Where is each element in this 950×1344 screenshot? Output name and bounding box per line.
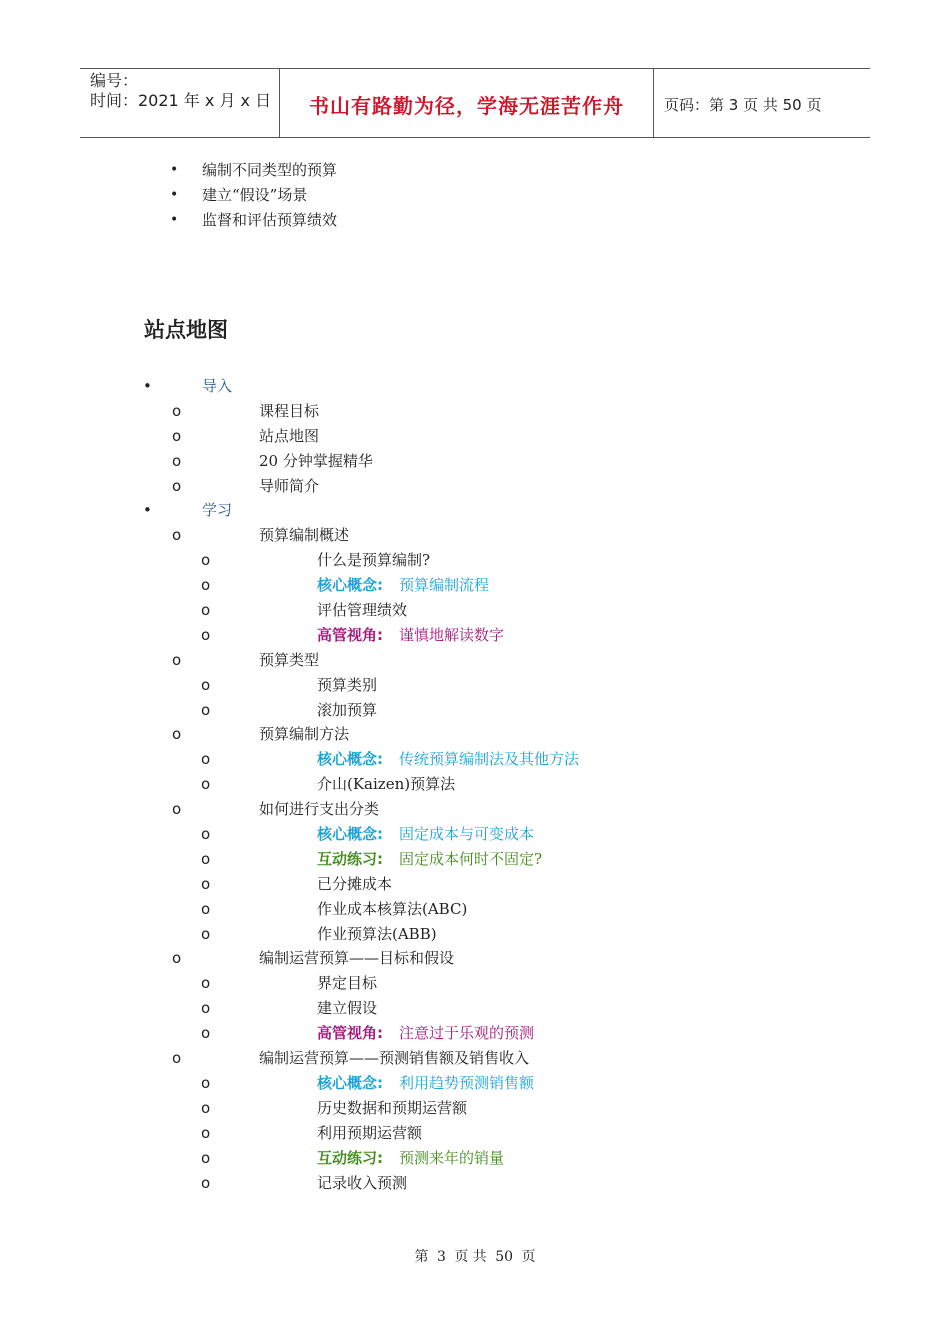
outline-item — [0, 424, 950, 449]
sub-bullet-icon: o — [172, 1049, 182, 1068]
outline-item-label: 已分摊成本 — [317, 874, 393, 893]
sub-bullet-icon: o — [201, 999, 211, 1018]
header-motto: 书山有路勤为径，学海无涯苦作舟 — [280, 69, 654, 137]
outline-item-tag: 互动练习: — [317, 849, 383, 868]
outline-item — [0, 698, 950, 723]
sub-bullet-icon: o — [201, 601, 211, 620]
number-label: 编号： — [90, 71, 139, 90]
outline-item-label: 固定成本与可变成本 — [399, 825, 535, 844]
outline-item — [0, 797, 950, 822]
sub-bullet-icon: o — [201, 1123, 211, 1142]
list-item: • 建立“假设”场景 — [170, 183, 337, 208]
sub-bullet-icon: o — [201, 825, 211, 844]
outline-item-label: 预算编制概述 — [259, 526, 350, 545]
outline-item-label: 学习 — [202, 501, 233, 520]
outline-item — [0, 1021, 950, 1046]
sub-bullet-icon: o — [201, 974, 211, 993]
bullet-icon: • — [143, 377, 152, 395]
sub-bullet-icon: o — [201, 1098, 211, 1117]
outline-item — [0, 996, 950, 1021]
outline-item-label: 作业成本核算法(ABC) — [317, 899, 468, 918]
outline-item-label: 滚加预算 — [317, 700, 378, 719]
header-page-label: 页码：第 3 页 共 50 页 — [664, 95, 822, 114]
outline-item-label: 传统预算编制法及其他方法 — [399, 750, 580, 769]
outline-item — [0, 598, 950, 623]
outline-item-label: 预算类型 — [259, 650, 320, 669]
sub-bullet-icon: o — [172, 401, 182, 420]
outline-item — [0, 523, 950, 548]
outline-item-label: 利用趋势预测销售额 — [399, 1073, 535, 1092]
sub-bullet-icon: o — [201, 849, 211, 868]
outline-item-label: 预算类别 — [317, 675, 378, 694]
outline-item-label: 注意过于乐观的预测 — [399, 1024, 535, 1043]
sub-bullet-icon: o — [201, 625, 211, 644]
bullet-icon: • — [170, 212, 179, 228]
page-footer: 第 3 页 共 50 页 — [414, 1249, 536, 1265]
outline-item — [0, 648, 950, 673]
outline-item — [0, 747, 950, 772]
outline-item — [0, 449, 950, 474]
outline-item-label: 预测来年的销量 — [399, 1148, 505, 1167]
sub-bullet-icon: o — [172, 949, 182, 968]
footer-total-pages: 50 — [495, 1249, 514, 1265]
outline-item-label: 课程目标 — [259, 401, 320, 420]
outline-item — [0, 399, 950, 424]
outline-item — [0, 1121, 950, 1146]
sub-bullet-icon: o — [172, 476, 182, 495]
outline-item — [0, 971, 950, 996]
sub-bullet-icon: o — [201, 775, 211, 794]
outline-item — [0, 772, 950, 797]
outline-item — [0, 1096, 950, 1121]
outline-item-label: 预算编制流程 — [399, 576, 490, 595]
site-map-outline — [0, 374, 950, 1195]
outline-item — [0, 673, 950, 698]
sub-bullet-icon: o — [172, 800, 182, 819]
list-item: • 监督和评估预算绩效 — [170, 208, 337, 233]
outline-item-label: 记录收入预测 — [317, 1173, 408, 1192]
sub-bullet-icon: o — [201, 899, 211, 918]
outline-item — [0, 1071, 950, 1096]
outline-item-label: 建立假设 — [317, 999, 378, 1018]
outline-item-label: 界定目标 — [317, 974, 378, 993]
sub-bullet-icon: o — [201, 874, 211, 893]
sub-bullet-icon: o — [172, 725, 182, 744]
outline-item — [0, 946, 950, 971]
outline-item — [0, 897, 950, 922]
outline-item-tag: 核心概念: — [317, 750, 383, 769]
sub-bullet-icon: o — [172, 650, 182, 669]
sub-bullet-icon: o — [201, 700, 211, 719]
outline-item — [0, 1046, 950, 1071]
outline-item-label: 站点地图 — [259, 426, 320, 445]
sub-bullet-icon: o — [201, 675, 211, 694]
outline-item — [0, 922, 950, 947]
outline-item-label: 介山(Kaizen)预算法 — [317, 775, 456, 794]
outline-item-label: 什么是预算编制? — [317, 551, 431, 570]
outline-item — [0, 474, 950, 499]
sub-bullet-icon: o — [201, 1173, 211, 1192]
outline-item — [0, 623, 950, 648]
header-meta-cell — [80, 69, 280, 137]
bullet-icon: • — [170, 187, 179, 203]
sub-bullet-icon: o — [172, 526, 182, 545]
outline-item — [0, 847, 950, 872]
bullet-icon: • — [143, 501, 152, 520]
outline-item — [0, 498, 950, 523]
outline-item-label: 作业预算法(ABB) — [317, 924, 437, 943]
outline-item-label: 导入 — [202, 377, 233, 395]
outline-item-label: 谨慎地解读数字 — [399, 625, 505, 644]
outline-item-label: 预算编制方法 — [259, 725, 350, 744]
sub-bullet-icon: o — [201, 924, 211, 943]
sub-bullet-icon: o — [201, 750, 211, 769]
outline-item-label: 固定成本何时不固定? — [399, 849, 543, 868]
outline-item-label: 导师简介 — [259, 476, 320, 495]
outline-item — [0, 822, 950, 847]
sub-bullet-icon: o — [172, 426, 182, 445]
outline-item-label: 20 分钟掌握精华 — [259, 451, 373, 470]
section-title: 站点地图 — [144, 318, 228, 342]
outline-item-label: 评估管理绩效 — [317, 601, 408, 620]
outline-item — [0, 548, 950, 573]
sub-bullet-icon: o — [201, 1024, 211, 1043]
footer-page-number: 3 — [436, 1249, 446, 1265]
outline-item-label: 编制运营预算——预测销售额及销售收入 — [259, 1049, 530, 1068]
outline-item-label: 编制运营预算——目标和假设 — [259, 949, 455, 968]
outline-item — [0, 573, 950, 598]
outline-item-label: 利用预期运营额 — [317, 1123, 423, 1142]
outline-item-tag: 核心概念: — [317, 825, 383, 844]
outline-item-tag: 核心概念: — [317, 1073, 383, 1092]
list-item: • 编制不同类型的预算 — [170, 158, 337, 183]
sub-bullet-icon: o — [172, 451, 182, 470]
outline-item — [0, 1146, 950, 1171]
document-header — [80, 68, 870, 138]
sub-bullet-icon: o — [201, 576, 211, 595]
outline-item — [0, 872, 950, 897]
outline-item-label: 历史数据和预期运营额 — [317, 1098, 468, 1117]
sub-bullet-icon: o — [201, 551, 211, 570]
objective-list — [170, 158, 337, 233]
outline-item — [0, 1171, 950, 1196]
outline-item-label: 如何进行支出分类 — [259, 800, 380, 819]
outline-item-tag: 核心概念: — [317, 576, 383, 595]
outline-item — [0, 722, 950, 747]
date-label: 时间：2021 年 x 月 x 日 — [90, 91, 272, 110]
sub-bullet-icon: o — [201, 1073, 211, 1092]
outline-item-tag: 高管视角: — [317, 1024, 383, 1043]
outline-item — [0, 374, 950, 399]
bullet-icon: • — [170, 162, 179, 178]
outline-item-tag: 互动练习: — [317, 1148, 383, 1167]
outline-item-tag: 高管视角: — [317, 625, 383, 644]
sub-bullet-icon: o — [201, 1148, 211, 1167]
